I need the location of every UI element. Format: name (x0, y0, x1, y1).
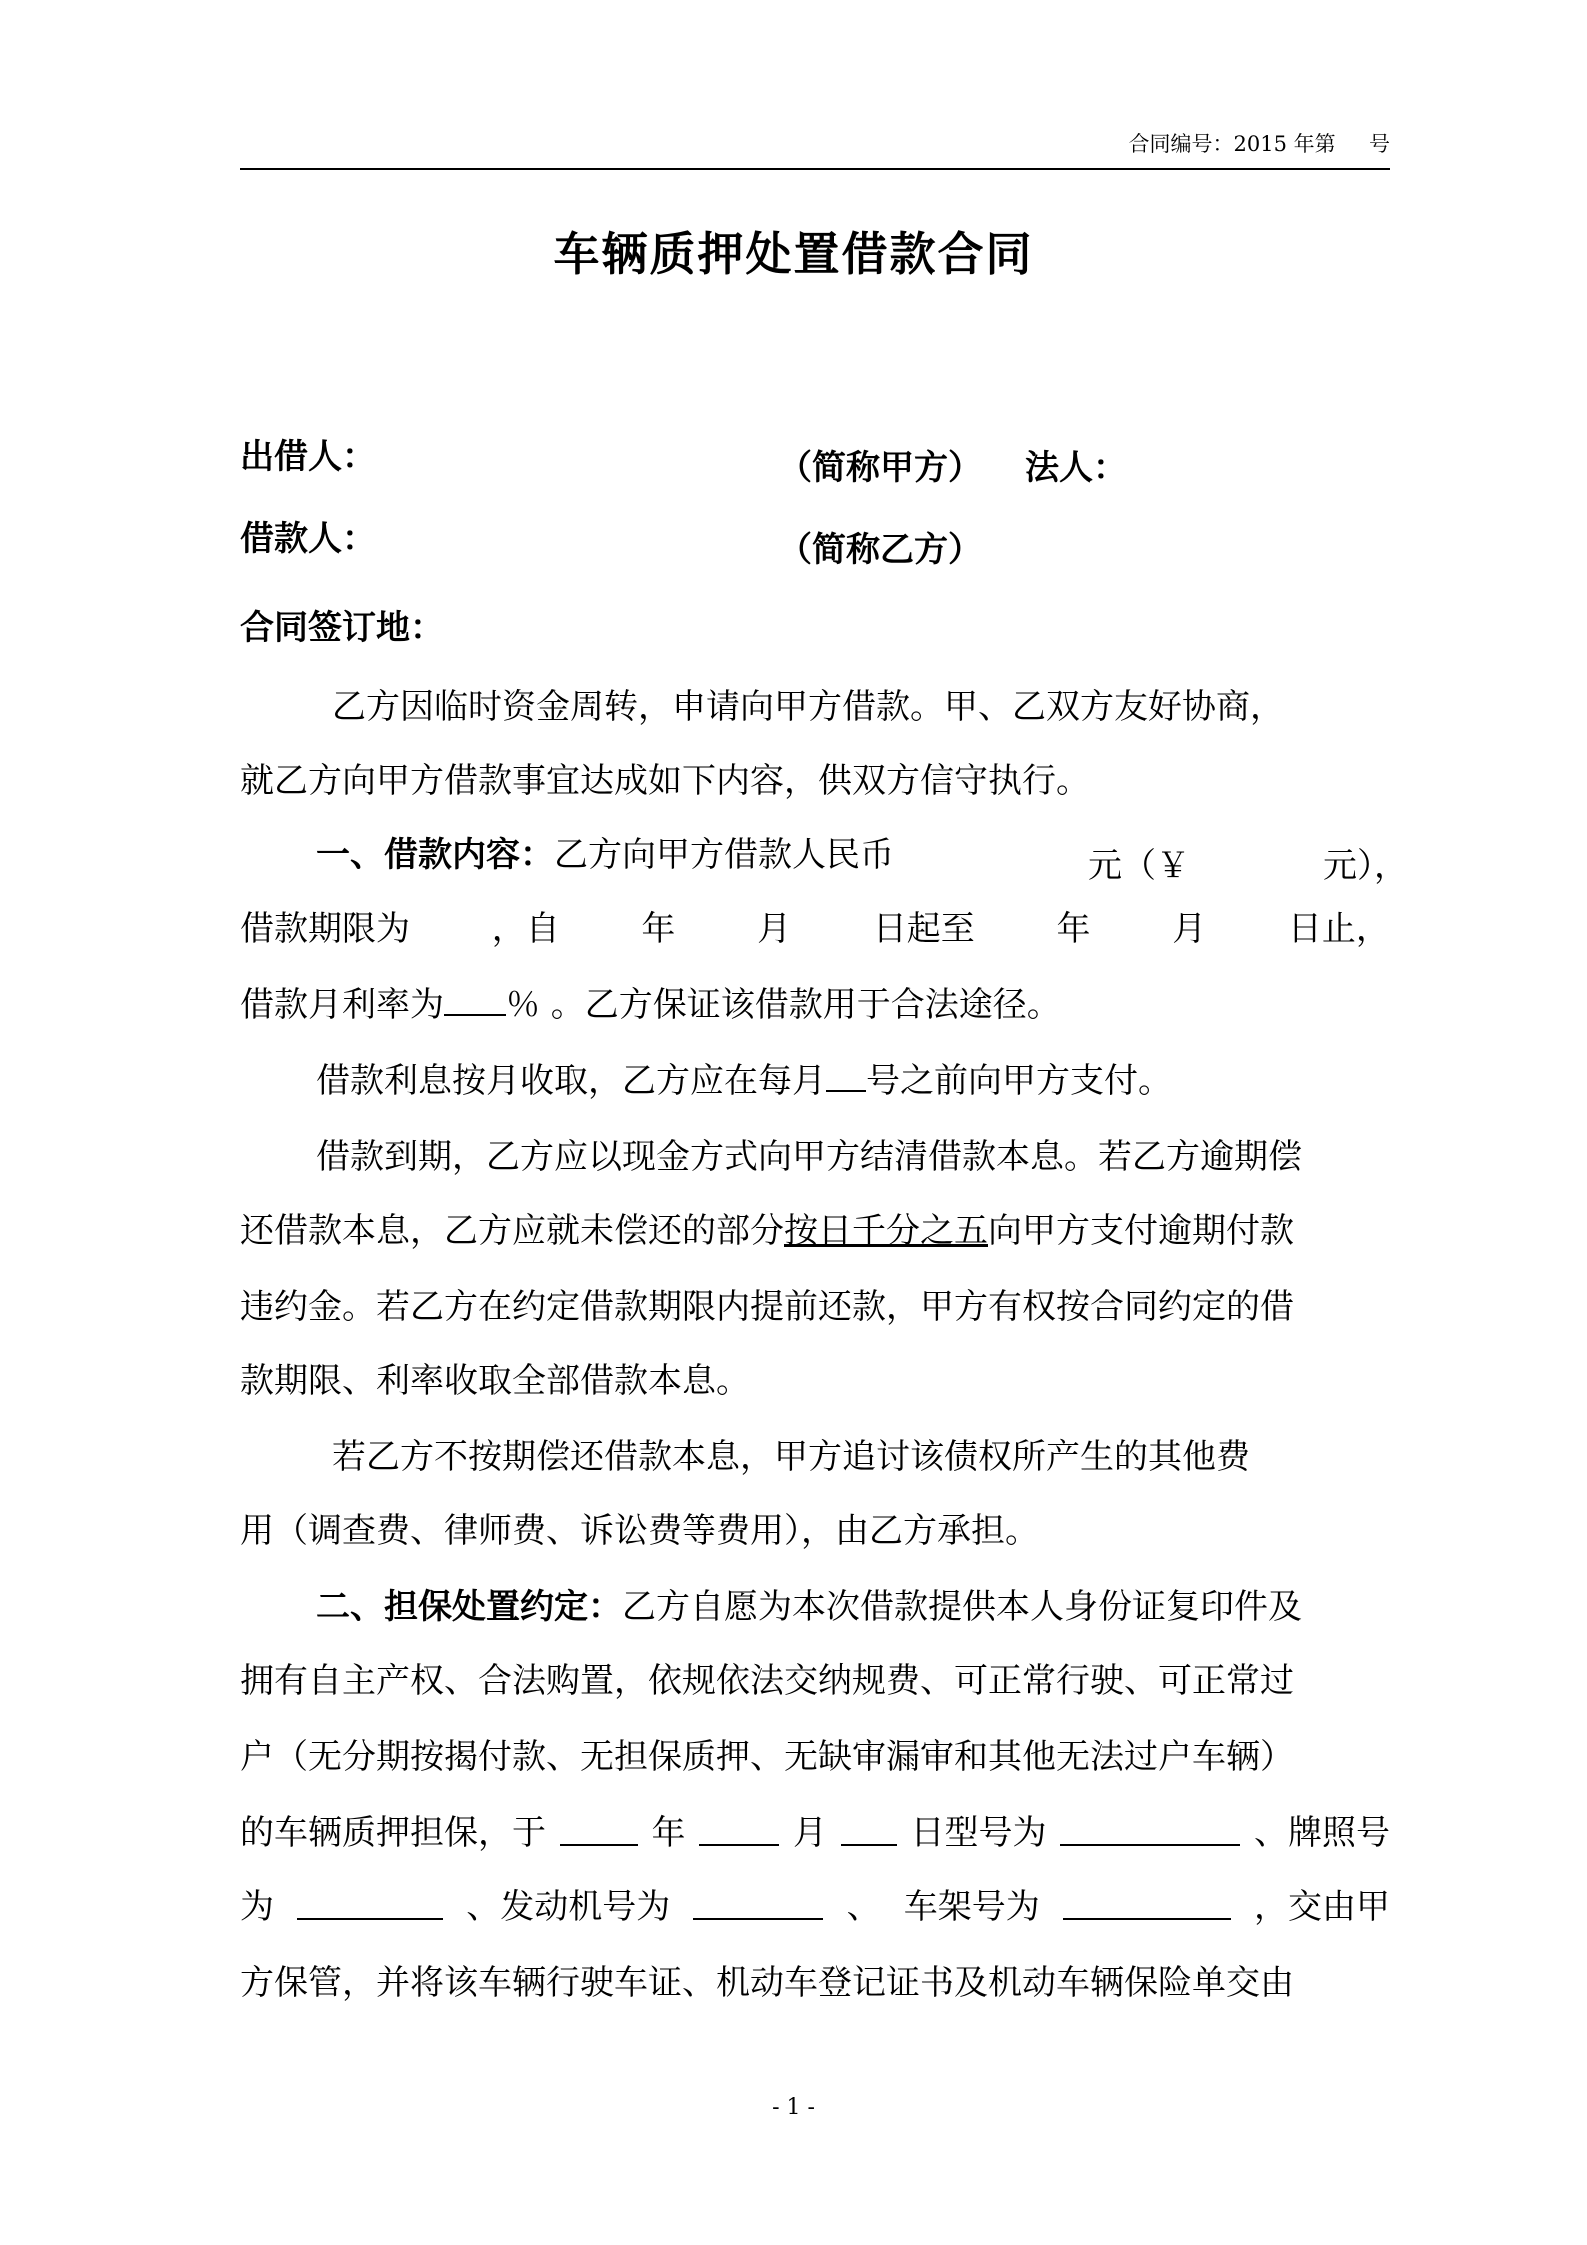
interest-rate-line: 借款月利率为 ％ 。乙方保证该借款用于合法途径。 (240, 985, 1061, 1025)
amount-yuan-close: 元）， (1323, 846, 1408, 886)
section2-heading: 二、担保处置约定： (316, 1587, 622, 1627)
chassis-number-blank[interactable] (1063, 1890, 1231, 1920)
intro-line-1: 乙方因临时资金周转，申请向甲方借款。甲、乙双方友好协商， (332, 687, 1284, 727)
section2-line-1: 二、担保处置约定：乙方自愿为本次借款提供本人身份证复印件及 (316, 1587, 1302, 1627)
pledge-month-blank[interactable] (699, 1816, 779, 1846)
section2-line-3: 户（无分期按揭付款、无担保质押、无缺审漏审和其他无法过户车辆） (240, 1737, 1294, 1777)
loan-term-label: 借款期限为 (240, 909, 410, 949)
loan-term-line (240, 909, 1390, 949)
borrower-alias: （简称乙方） (778, 530, 982, 570)
plate-number-blank[interactable] (297, 1890, 443, 1920)
maturity-line-2: 还借款本息，乙方应就未偿还的部分按日千分之五向甲方支付逾期付款 (240, 1211, 1294, 1251)
section1-heading: 一、借款内容： (316, 835, 554, 875)
vehicle-ids-line: 为 、发动机号为 、 车架号为 ，交由甲 (240, 1887, 1390, 1927)
start-year: 年 (641, 909, 676, 949)
start-month: 月 (757, 909, 792, 949)
interest-payment-line: 借款利息按月收取，乙方应在每月 号之前向甲方支付。 (316, 1061, 1172, 1101)
end-year: 年 (1056, 909, 1091, 949)
page-number: - 1 - (772, 2095, 815, 2120)
end-day: 日止， (1287, 909, 1390, 949)
legal-person-label: 法人： (1025, 448, 1127, 488)
intro-line-2: 就乙方向甲方借款事宜达成如下内容，供双方信守执行。 (240, 761, 1090, 801)
lender-alias: （简称甲方） (778, 448, 982, 488)
payment-day-blank[interactable] (826, 1062, 866, 1092)
section2-line-2: 拥有自主产权、合法购置，依规依法交纳规费、可正常行驶、可正常过 (240, 1661, 1294, 1701)
vehicle-model-blank[interactable] (1060, 1816, 1240, 1846)
penalty-rate: 按日千分之五 (784, 1211, 988, 1251)
end-month: 月 (1172, 909, 1207, 949)
header-rule (240, 168, 1390, 170)
lender-label: 出借人： (240, 437, 376, 477)
loan-term-from: ，自 (491, 909, 560, 949)
maturity-line-1: 借款到期，乙方应以现金方式向甲方结清借款本息。若乙方逾期偿 (316, 1137, 1302, 1177)
maturity-line-4: 款期限、利率收取全部借款本息。 (240, 1361, 750, 1401)
pledge-date-model-line: 的车辆质押担保，于 年 月 日型号为 、牌照号 (240, 1813, 1390, 1853)
costs-line-1: 若乙方不按期偿还借款本息，甲方追讨该债权所产生的其他费 (332, 1437, 1250, 1477)
section2-line-6: 方保管，并将该车辆行驶车证、机动车登记证书及机动车辆保险单交由 (240, 1963, 1294, 2003)
document-title: 车辆质押处置借款合同 (553, 227, 1034, 281)
amount-yuan-text: 元（￥ (1088, 846, 1190, 886)
borrower-label: 借款人： (240, 519, 376, 559)
engine-number-blank[interactable] (693, 1890, 823, 1920)
start-day: 日起至 (872, 909, 975, 949)
rate-blank[interactable] (444, 986, 506, 1016)
signing-place-label: 合同签订地： (240, 608, 444, 648)
costs-line-2: 用（调查费、律师费、诉讼费等费用），由乙方承担。 (240, 1511, 1039, 1551)
maturity-line-3: 违约金。若乙方在约定借款期限内提前还款，甲方有权按合同约定的借 (240, 1287, 1294, 1327)
pledge-year-blank[interactable] (560, 1816, 638, 1846)
loan-amount-text: 乙方向甲方借款人民币 (554, 835, 894, 875)
contract-number: 合同编号：2015 年第 号 (1128, 132, 1390, 156)
section1-line-1 (316, 835, 894, 875)
pledge-day-blank[interactable] (841, 1816, 897, 1846)
